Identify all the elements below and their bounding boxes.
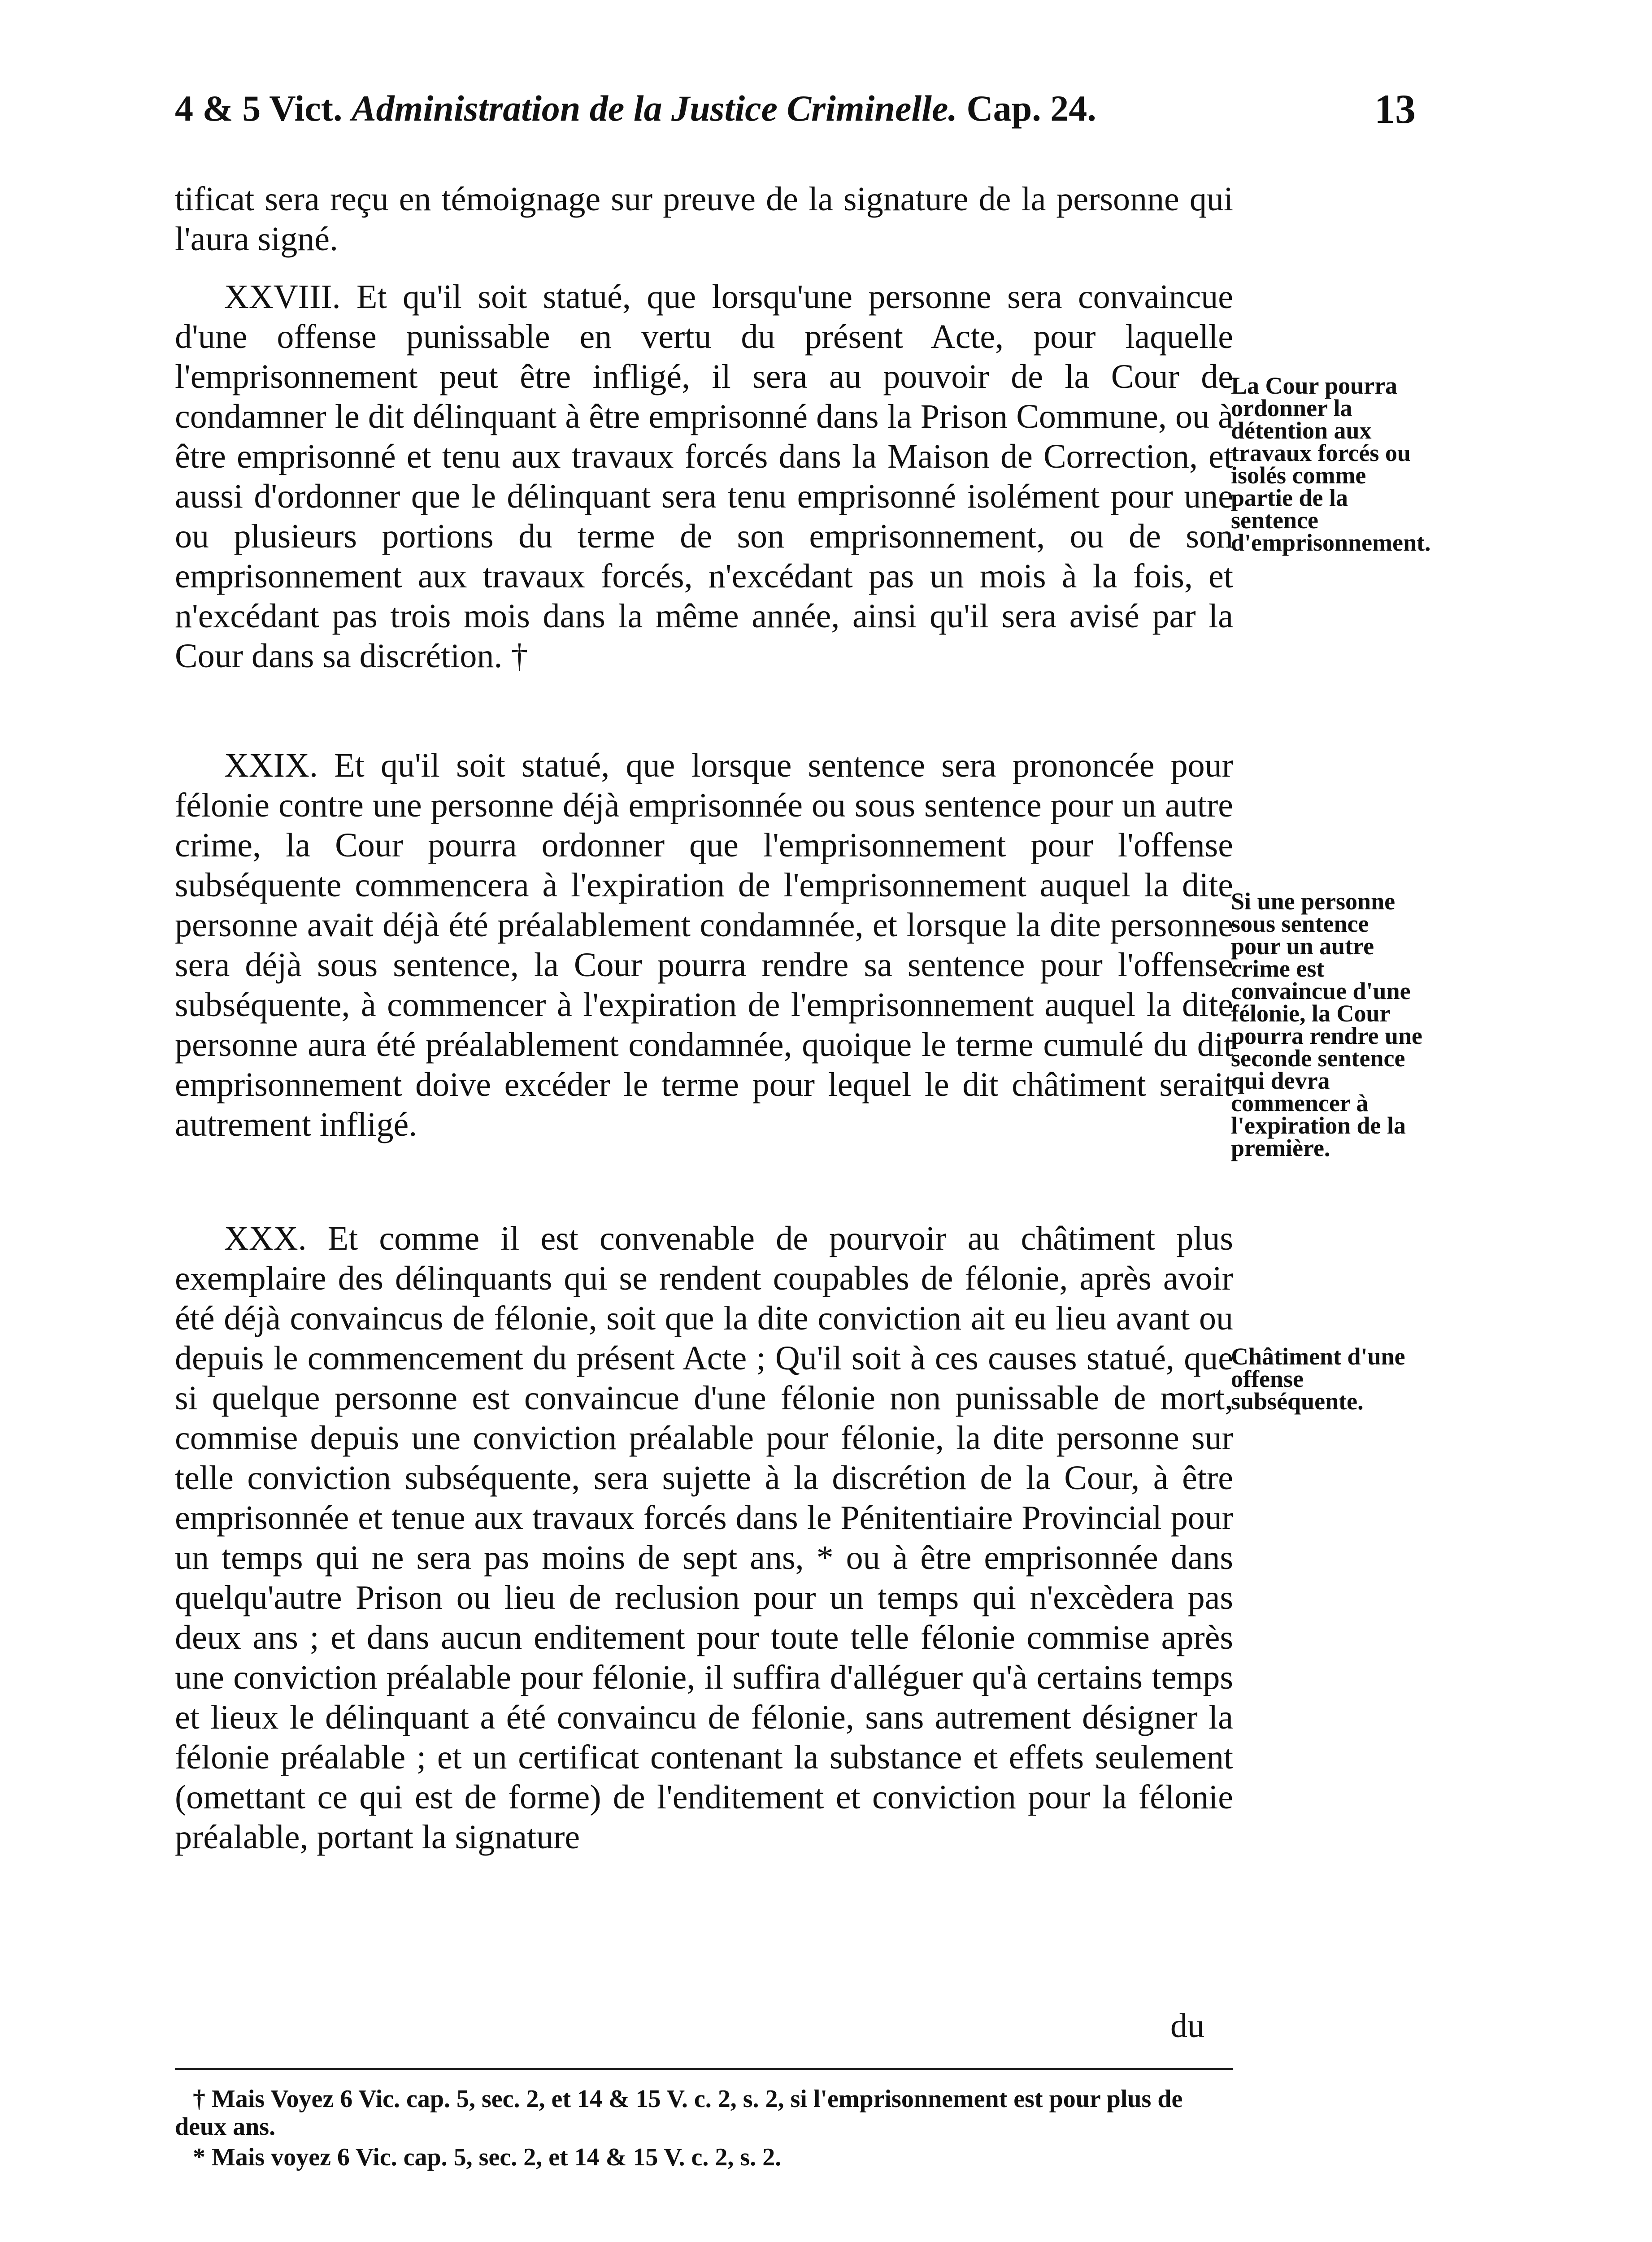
margin-note-second-sentence: Si une personne sous sentence pour un autre crime est convaincue d'une félonie, la Cour pourra rendre une seconde sentence qui devra commencer à l'expiration de la première. [1231,888,1423,1161]
regnal-year: 4 & 5 Vict. [175,88,343,129]
footnote-divider [175,2068,1233,2070]
section-xxviii-text: XXVIII. Et qu'il soit statué, que lorsqu'une personne sera convaincue d'une offense punissable en vertu du présent Acte, pour laquelle l'emprisonnement peut être infligé, il sera au pouvoir de la Cour de condamner le dit délinquant à être emprisonné dans la Prison Commune, ou à être emprisonné et tenu aux travaux forcés dans la Maison de Correction, et aussi d'ordonner que le délinquant sera tenu emprisonné isolément pour une ou plusieurs portions du terme de son emprisonnement, ou de son emprisonnement aux travaux forcés, n'excédant pas un mois à la fois, et n'excédant pas trois mois dans la même année, ainsi qu'il sera avisé par la Cour dans sa discrétion. [175,278,1233,675]
margin-note-detention: La Cour pourra ordonner la détention aux travaux forcés ou isolés comme partie de la sentence d'emprisonnement. [1231,372,1431,556]
main-text [175,179,1233,1857]
act-title: Administration de la Justice Criminelle. [351,88,957,129]
section-xxix: XXIX. Et qu'il soit statué, que lorsque sentence sera prononcée pour félonie contre une personne déjà emprisonnée ou sous sentence pour un autre crime, la Cour pourra ordonner que l'emprisonnement pour l'offense subséquente commencera à l'expiration de l'emprisonnement auquel la dite personne avait déjà été préalablement condamnée, et lorsque la dite personne sera déjà sous sentence, la Cour pourra rendre sa sentence pour l'offense subséquente, à commencer à l'expiration de l'emprisonnement auquel la dite personne aura été préalablement condamnée, quoique le terme cumulé du dit emprisonnement doive excéder le terme pour lequel le dit châtiment serait autrement infligé. [175,747,1233,1143]
chapter-number: Cap. 24. [966,88,1096,129]
running-head [175,87,1426,130]
catchword: du [1170,2007,1204,2045]
margin-note-punishment: Châtiment d'une offense subséquente. [1231,1343,1405,1415]
footnotes [175,2085,1233,2174]
footnote-asterisk: * Mais voyez 6 Vic. cap. 5, sec. 2, et 14 & 15 V. c. 2, s. 2. [193,2143,782,2171]
footnote-marker-dagger: † [511,637,528,675]
section-xxviii [175,277,1233,676]
paragraph-continuation: tificat sera reçu en témoignage sur preuve de la signature de la personne qui l'aura signé. [175,180,1233,258]
page-number: 13 [1374,86,1416,132]
footnote-dagger: † Mais Voyez 6 Vic. cap. 5, sec. 2, et 14 & 15 V. c. 2, s. 2, si l'emprisonnement est pour plus de deux ans. [175,2085,1183,2141]
section-xxx: XXX. Et comme il est convenable de pourvoir au châtiment plus exemplaire des délinquants qui se rendent coupables de félonie, après avoir été déjà convaincus de félonie, soit que la dite conviction ait eu lieu avant ou depuis le commencement du présent Acte ; Qu'il soit à ces causes statué, que si quelque personne est convaincue d'une félonie non punissable de mort, commise depuis une conviction préalable pour félonie, la dite personne sur telle conviction subséquente, sera sujette à la discrétion de la Cour, à être emprisonnée et tenue aux travaux forcés dans le Pénitentiaire Provincial pour un temps qui ne sera pas moins de sept ans, * ou à être emprisonnée dans quelqu'autre Prison ou lieu de reclusion pour un temps qui n'excèdera pas deux ans ; et dans aucun enditement pour toute telle félonie commise après une conviction préalable pour félonie, il suffira d'alléguer qu'à certains temps et lieux le délinquant a été convaincu de félonie, sans autrement désigner la félonie préalable ; et un certificat contenant la substance et effets seulement (omettant ce qui est de forme) de l'enditement et conviction pour la félonie préalable, portant la signature [175,1220,1233,1856]
